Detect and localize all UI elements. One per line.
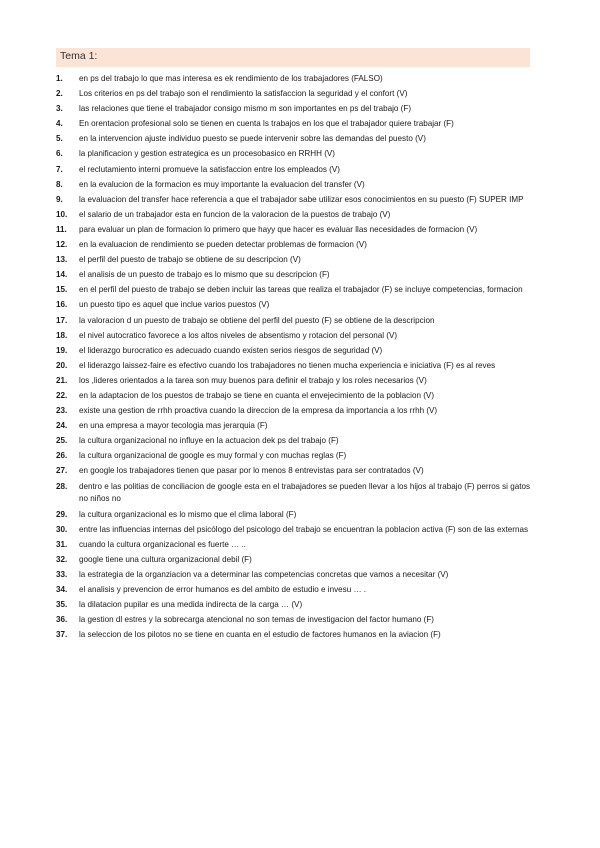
item-text: en la evalucion de la formacion es muy importante la evaluacion del transfer (V) bbox=[79, 179, 365, 189]
list-item bbox=[56, 254, 530, 267]
item-text: el analisis de un puesto de trabajo es lo mismo que su descripcion (F) bbox=[79, 270, 330, 280]
item-text: un puesto tipo es aquel que inclue varios puestos (V) bbox=[79, 300, 270, 310]
item-text: el nivel autocratico favorece a los altos niveles de absentismo y rotacion del personal (V) bbox=[79, 330, 398, 340]
item-text: el reclutamiento interni promueve la satisfaccion entre los empleados (V) bbox=[79, 164, 340, 174]
list-item bbox=[56, 539, 530, 552]
item-text: el liderazgo burocratico es adecuado cuando existen serios riesgos de seguridad (V) bbox=[79, 345, 383, 355]
item-number: 27. bbox=[56, 466, 68, 476]
item-text: existe una gestion de rrhh proactiva cuando la direccion de la empresa da importancia a los rrhh (V) bbox=[79, 406, 438, 416]
item-text: para evaluar un plan de formacion lo primero que hayy que hacer es evaluar llas necesidades de formacion (V) bbox=[79, 224, 478, 234]
list-item bbox=[56, 194, 530, 207]
item-number: 25. bbox=[56, 436, 68, 446]
item-text: cuando la cultura organizacional es fuerte … .. bbox=[79, 539, 246, 549]
list-item bbox=[56, 73, 530, 86]
item-number: 1. bbox=[56, 74, 63, 83]
item-number: 17. bbox=[56, 315, 68, 325]
item-number: 4. bbox=[56, 119, 63, 129]
item-text: google tiene una cultura organizacional debil (F) bbox=[79, 554, 252, 564]
item-text: el salario de un trabajador esta en funcion de la valoracion de la puestos de trabajo (V) bbox=[79, 209, 391, 219]
item-number: 33. bbox=[56, 569, 68, 579]
item-number: 28. bbox=[56, 481, 68, 491]
item-text: En orentacion profesional solo se tienen en cuenta ls trabajos en los que el trabajador quiere trabajar (F) bbox=[79, 119, 454, 129]
list-item bbox=[56, 375, 530, 388]
item-number: 20. bbox=[56, 360, 68, 370]
list-item bbox=[56, 103, 530, 116]
item-text: el liderazgo laissez-faire es efectivo cuando los trabajadores no tienen mucha experiencia e iniciativa (F) es al reves bbox=[79, 360, 496, 370]
list-item bbox=[56, 450, 530, 463]
item-number: 24. bbox=[56, 421, 68, 431]
item-text: el analisis y prevencion de error humanos es del ambito de estudio e invesu … . bbox=[79, 585, 367, 594]
item-number: 7. bbox=[56, 164, 63, 174]
list-item bbox=[56, 405, 530, 418]
list-item bbox=[56, 390, 530, 403]
item-number: 19. bbox=[56, 345, 68, 355]
list-item bbox=[56, 330, 530, 343]
item-number: 13. bbox=[56, 255, 68, 265]
list-item bbox=[56, 465, 530, 478]
item-number: 22. bbox=[56, 390, 68, 400]
section-header bbox=[56, 48, 530, 67]
item-text: la seleccion de los pilotos no se tiene en cuanta en el estudio de factores humanos en la aviacion (F) bbox=[79, 630, 441, 640]
item-number: 32. bbox=[56, 554, 68, 564]
list-item bbox=[56, 315, 530, 328]
item-text: la evaluacion del transfer hace referencia a que el trabajador sabe utilizar esos conocimientos en su puesto (F) SUPER IMP bbox=[79, 194, 524, 204]
item-number: 36. bbox=[56, 615, 68, 625]
item-number: 10. bbox=[56, 209, 68, 219]
item-text: en la evaluacion de rendimiento se pueden detectar problemas de formacion (V) bbox=[79, 240, 367, 250]
list-item bbox=[56, 360, 530, 373]
list-item bbox=[56, 524, 530, 537]
question-list bbox=[56, 73, 530, 642]
item-text: en ps del trabajo lo que mas interesa es ek rendimiento de los trabajadores (FALSO) bbox=[79, 74, 383, 83]
item-number: 9. bbox=[56, 194, 63, 204]
item-number: 16. bbox=[56, 300, 68, 310]
item-text: en una empresa a mayor tecologia mas jerarquia (F) bbox=[79, 421, 268, 431]
item-number: 35. bbox=[56, 600, 68, 610]
list-item bbox=[56, 284, 530, 297]
item-number: 30. bbox=[56, 524, 68, 534]
item-number: 3. bbox=[56, 104, 63, 114]
item-number: 6. bbox=[56, 149, 63, 159]
list-item bbox=[56, 133, 530, 146]
list-item bbox=[56, 569, 530, 582]
item-text: dentro e las politias de conciliacion de google esta en el trabajadores se pueden llevar a los hijos al trabajo (F) perros si gatos no niños no bbox=[79, 481, 530, 504]
item-text: la cultura organizacional es lo mismo que el clima laboral (F) bbox=[79, 509, 297, 519]
list-item bbox=[56, 209, 530, 222]
section-title: Tema 1: bbox=[60, 50, 98, 62]
item-text: las relaciones que tiene el trabajador consigo mismo m son importantes en ps del trabajo (F) bbox=[79, 104, 412, 114]
item-text: la planificacion y gestion estrategica es un procesobasico en RRHH (V) bbox=[79, 149, 335, 159]
item-number: 5. bbox=[56, 134, 63, 144]
item-number: 31. bbox=[56, 539, 68, 549]
item-text: entre las influencias internas del psicólogo del psicologo del trabajo se encuentran la poblacion activa (F) son de las externas bbox=[79, 524, 529, 534]
list-item bbox=[56, 299, 530, 312]
list-item bbox=[56, 164, 530, 177]
list-item bbox=[56, 88, 530, 101]
item-text: el perfil del puesto de trabajo se obtiene de su descripcion (V) bbox=[79, 255, 301, 265]
item-number: 29. bbox=[56, 509, 68, 519]
item-text: los ,lideres orientados a la tarea son muy buenos para definir el trabajo y los roles necesarios (V) bbox=[79, 375, 427, 385]
item-number: 18. bbox=[56, 330, 68, 340]
list-item bbox=[56, 345, 530, 358]
item-number: 12. bbox=[56, 240, 68, 250]
item-text: la cultura organizacional no influye en la actuacion dek ps del trabajo (F) bbox=[79, 436, 339, 446]
item-text: la cultura organizacional de google es muy formal y con muchas reglas (F) bbox=[79, 451, 347, 461]
list-item bbox=[56, 148, 530, 161]
list-item bbox=[56, 435, 530, 448]
item-text: la gestion dl estres y la sobrecarga atencional no son temas de investigacion del factor humano (F) bbox=[79, 615, 434, 625]
item-text: la dilatacion pupilar es una medida indirecta de la carga … (V) bbox=[79, 600, 303, 610]
list-item bbox=[56, 420, 530, 433]
item-text: en la intervencion ajuste individuo puesto se puede intervenir sobre las demandas del puesto (V) bbox=[79, 134, 426, 144]
list-item bbox=[56, 554, 530, 567]
list-item bbox=[56, 614, 530, 627]
item-text: en google los trabajadores tienen que pasar por lo menos 8 entrevistas para ser contratados (V) bbox=[79, 466, 424, 476]
list-item bbox=[56, 239, 530, 252]
item-text: la valoracion d un puesto de trabajo se obtiene del perfil del puesto (F) se obtiene de la descripcion bbox=[79, 315, 435, 325]
list-item bbox=[56, 599, 530, 612]
item-text: en la adaptacion de los puestos de trabajo se tiene en cuanta el envejecimiento de la poblacion (V) bbox=[79, 390, 435, 400]
list-item bbox=[56, 118, 530, 131]
item-number: 37. bbox=[56, 630, 68, 640]
item-number: 15. bbox=[56, 285, 68, 295]
list-item bbox=[56, 269, 530, 282]
list-item bbox=[56, 179, 530, 192]
list-item bbox=[56, 481, 530, 507]
item-number: 8. bbox=[56, 179, 63, 189]
item-number: 26. bbox=[56, 451, 68, 461]
item-text: Los criterios en ps del trabajo son el rendimiento la satisfaccion la seguridad y el confort (V) bbox=[79, 89, 408, 99]
list-item bbox=[56, 584, 530, 597]
item-number: 11. bbox=[56, 224, 67, 234]
item-text: la estrategia de la organziacion va a determinar las competencias concretas que vamos a necesitar (V) bbox=[79, 569, 449, 579]
item-number: 34. bbox=[56, 585, 68, 594]
item-number: 14. bbox=[56, 270, 68, 280]
item-text: en el perfil del puesto de trabajo se deben incluir las tareas que realiza el trabajador (F) se incluye competencias, formacion bbox=[79, 285, 523, 295]
item-number: 23. bbox=[56, 406, 68, 416]
list-item bbox=[56, 224, 530, 237]
item-number: 21. bbox=[56, 375, 68, 385]
list-item bbox=[56, 629, 530, 642]
item-number: 2. bbox=[56, 89, 63, 99]
list-item bbox=[56, 509, 530, 522]
